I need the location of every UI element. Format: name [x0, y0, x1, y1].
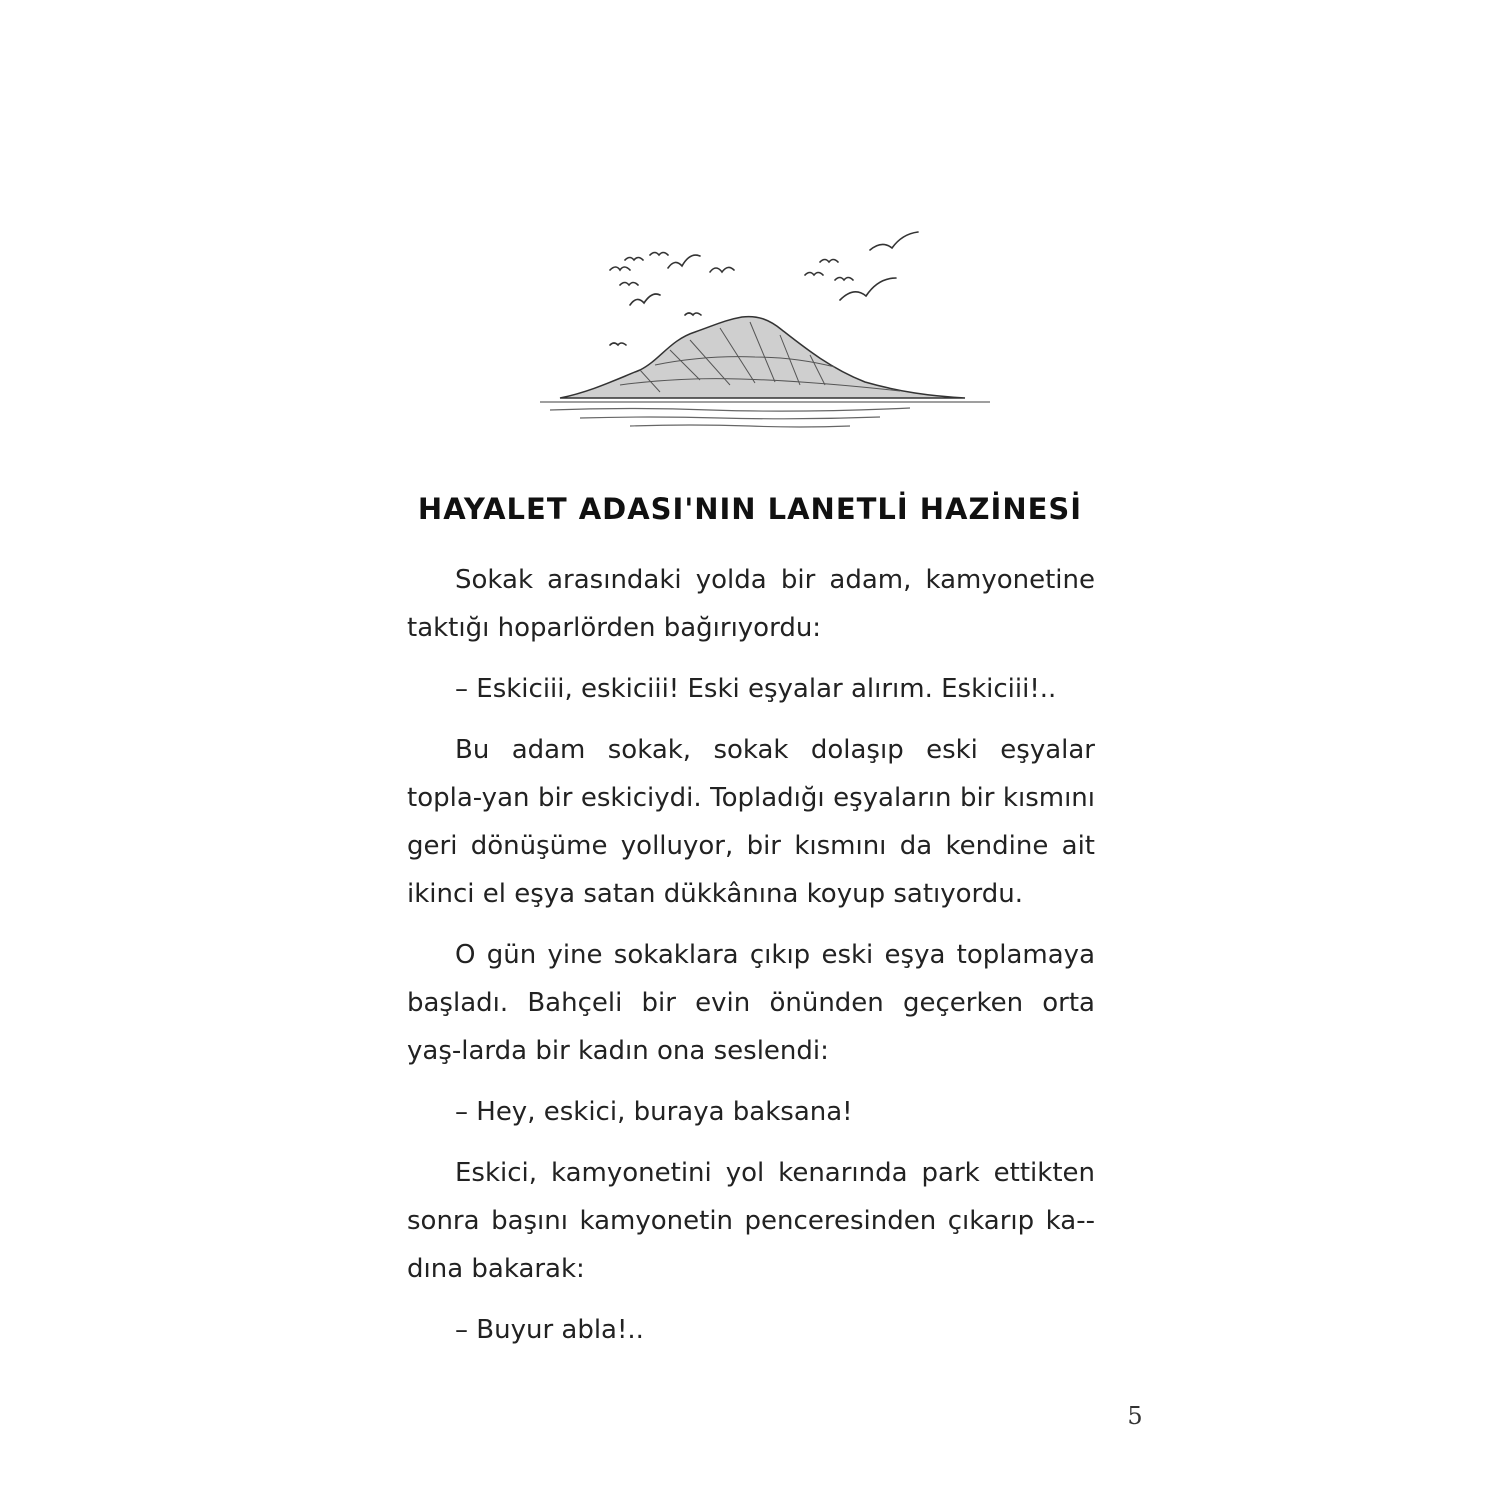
seagull-icon	[620, 283, 638, 286]
seagull-icon	[835, 278, 853, 281]
paragraph: Sokak arasındaki yolda bir adam, kamyonetine taktığı hoparlörden bağırıyordu:	[407, 565, 1095, 643]
dialogue-line: – Hey, eskici, buraya baksana!	[455, 1097, 853, 1127]
chapter-title: HAYALET ADASI'NIN LANETLİ HAZİNESİ	[417, 492, 1083, 526]
island-illustration	[520, 220, 1010, 440]
seagull-icon	[625, 258, 643, 261]
seagull-icon	[870, 232, 918, 250]
seagull-icon	[820, 260, 838, 263]
seagull-icon	[650, 253, 668, 256]
seagull-icon	[685, 313, 701, 315]
seagull-icon	[805, 273, 823, 276]
seagull-icon	[710, 267, 734, 272]
page-number: 5	[1127, 1402, 1143, 1430]
paragraph: Eskici, kamyonetini yol kenarında park ettikten sonra başını kamyonetin penceresinden çıkarıp ka-dına bakarak:	[407, 1158, 1095, 1284]
seagull-icon	[610, 343, 626, 345]
seagull-icon	[668, 255, 700, 268]
seagull-icon	[840, 278, 896, 300]
seagull-icon	[610, 267, 630, 270]
paragraph: Bu adam sokak, sokak dolaşıp eski eşyalar topla-yan bir eskiciydi. Topladığı eşyaların bir kısmını geri dönüşüme yolluyor, bir kısmını da kendine ait ikinci el eşya satan dükkânına koyup satıyordu.	[407, 735, 1095, 909]
island-with-seagulls-drawing	[520, 220, 1010, 440]
dialogue-line: – Buyur abla!..	[455, 1315, 644, 1345]
paragraph: O gün yine sokaklara çıkıp eski eşya toplamaya başladı. Bahçeli bir evin önünden geçerken orta yaş-larda bir kadın ona seslendi:	[407, 940, 1095, 1066]
dialogue-line: – Eskiciii, eskiciii! Eski eşyalar alırım. Eskiciii!..	[455, 674, 1057, 704]
seagull-icon	[630, 294, 660, 305]
chapter-body	[407, 556, 1095, 1367]
